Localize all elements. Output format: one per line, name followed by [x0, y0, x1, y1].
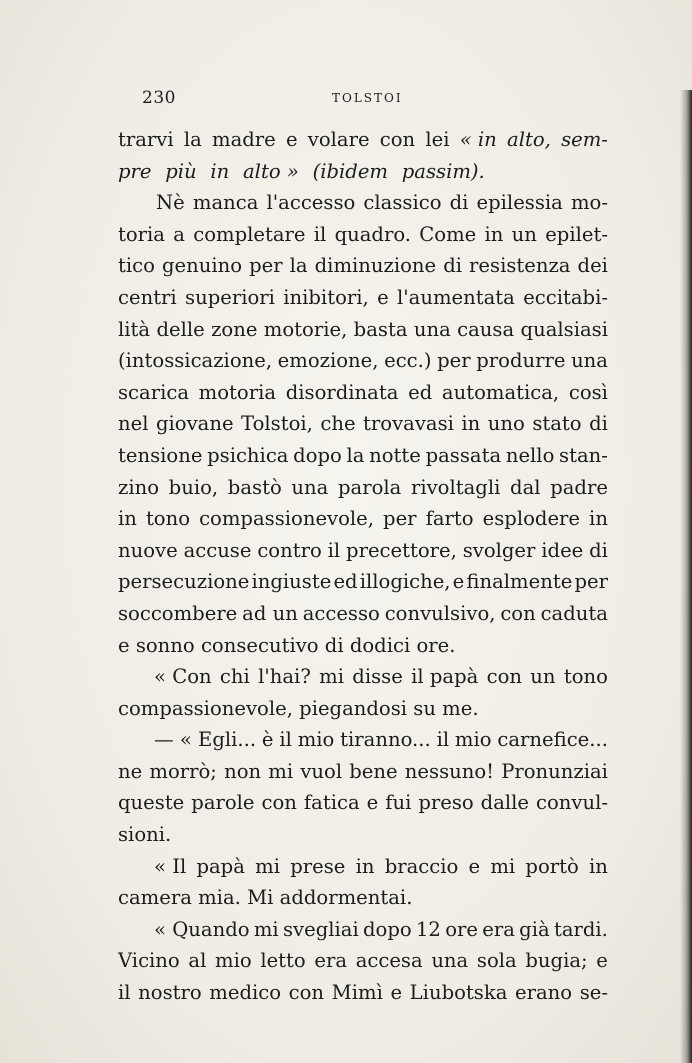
- text-line-11: tensione psichica dopo la notte passata nello stan-: [118, 443, 608, 467]
- text-line-28: il nostro medico con Mimì e Liubotska erano se-: [118, 981, 608, 1005]
- text-line-12: zino buio, bastò una parola rivoltagli dal padre: [118, 475, 608, 499]
- text-line-9: scarica motoria disordinata ed automatica, così: [118, 380, 608, 404]
- text-line-18: « Con chi l'hai? mi disse il papà con un tono: [154, 665, 608, 689]
- text-line-10: nel giovane Tolstoi, che trovavasi in uno stato di: [118, 412, 608, 436]
- page-edge-shadow: [680, 90, 692, 1063]
- text-line-5: tico genuino per la diminuzione di resistenza dei: [118, 254, 608, 278]
- text-line-16: soccombere ad un accesso convulsivo, con caduta: [118, 601, 608, 625]
- running-title: TOLSTOI: [332, 91, 403, 105]
- page-number: 230: [142, 88, 176, 108]
- text-line-22: queste parole con fatica e fui preso dalle convul-: [118, 791, 608, 815]
- text-line-26: « Quando mi svegliai dopo 12 ore era già tardi.: [154, 917, 608, 941]
- text-line-21: ne morrò; non mi vuol bene nessuno! Pronunziai: [118, 759, 608, 783]
- text-line-7: lità delle zone motorie, basta una causa qualsiasi: [118, 317, 608, 341]
- text-line-4: toria a completare il quadro. Come in un epilet-: [118, 222, 608, 246]
- text-line-27: Vicino al mio letto era accesa una sola bugia; e: [118, 949, 608, 973]
- running-head: [142, 88, 582, 112]
- text-line-6: centri superiori inibitori, e l'aumentata eccitabi-: [118, 285, 608, 309]
- text-line-14: nuove accuse contro il precettore, svolger idee di: [118, 538, 608, 562]
- text-line-3: Nè manca l'accesso classico di epilessia mo-: [156, 191, 608, 215]
- text-line-2: pre più in alto » (ibidem passim).: [118, 159, 485, 183]
- text-line-24: « Il papà mi prese in braccio e mi portò in: [154, 854, 608, 878]
- text-line-1: trarvi la madre e volare con lei « in alto, sem-: [118, 128, 608, 151]
- text-line-25: camera mia. Mi addormentai.: [118, 886, 413, 910]
- text-line-17: e sonno consecutivo di dodici ore.: [118, 633, 456, 657]
- text-line-20: — « Egli... è il mio tiranno... il mio carnefice...: [154, 728, 608, 752]
- text-line-13: in tono compassionevole, per farto esplodere in: [118, 507, 608, 531]
- text-line-19: compassionevole, piegandosi su me.: [118, 696, 479, 720]
- text-line-23: sioni.: [118, 823, 172, 847]
- body-text: [118, 124, 608, 1009]
- text-line-8: (intossicazione, emozione, ecc.) per produrre una: [118, 349, 608, 373]
- text-line-15: persecuzione ingiuste ed illogiche, e finalmente per: [118, 570, 608, 594]
